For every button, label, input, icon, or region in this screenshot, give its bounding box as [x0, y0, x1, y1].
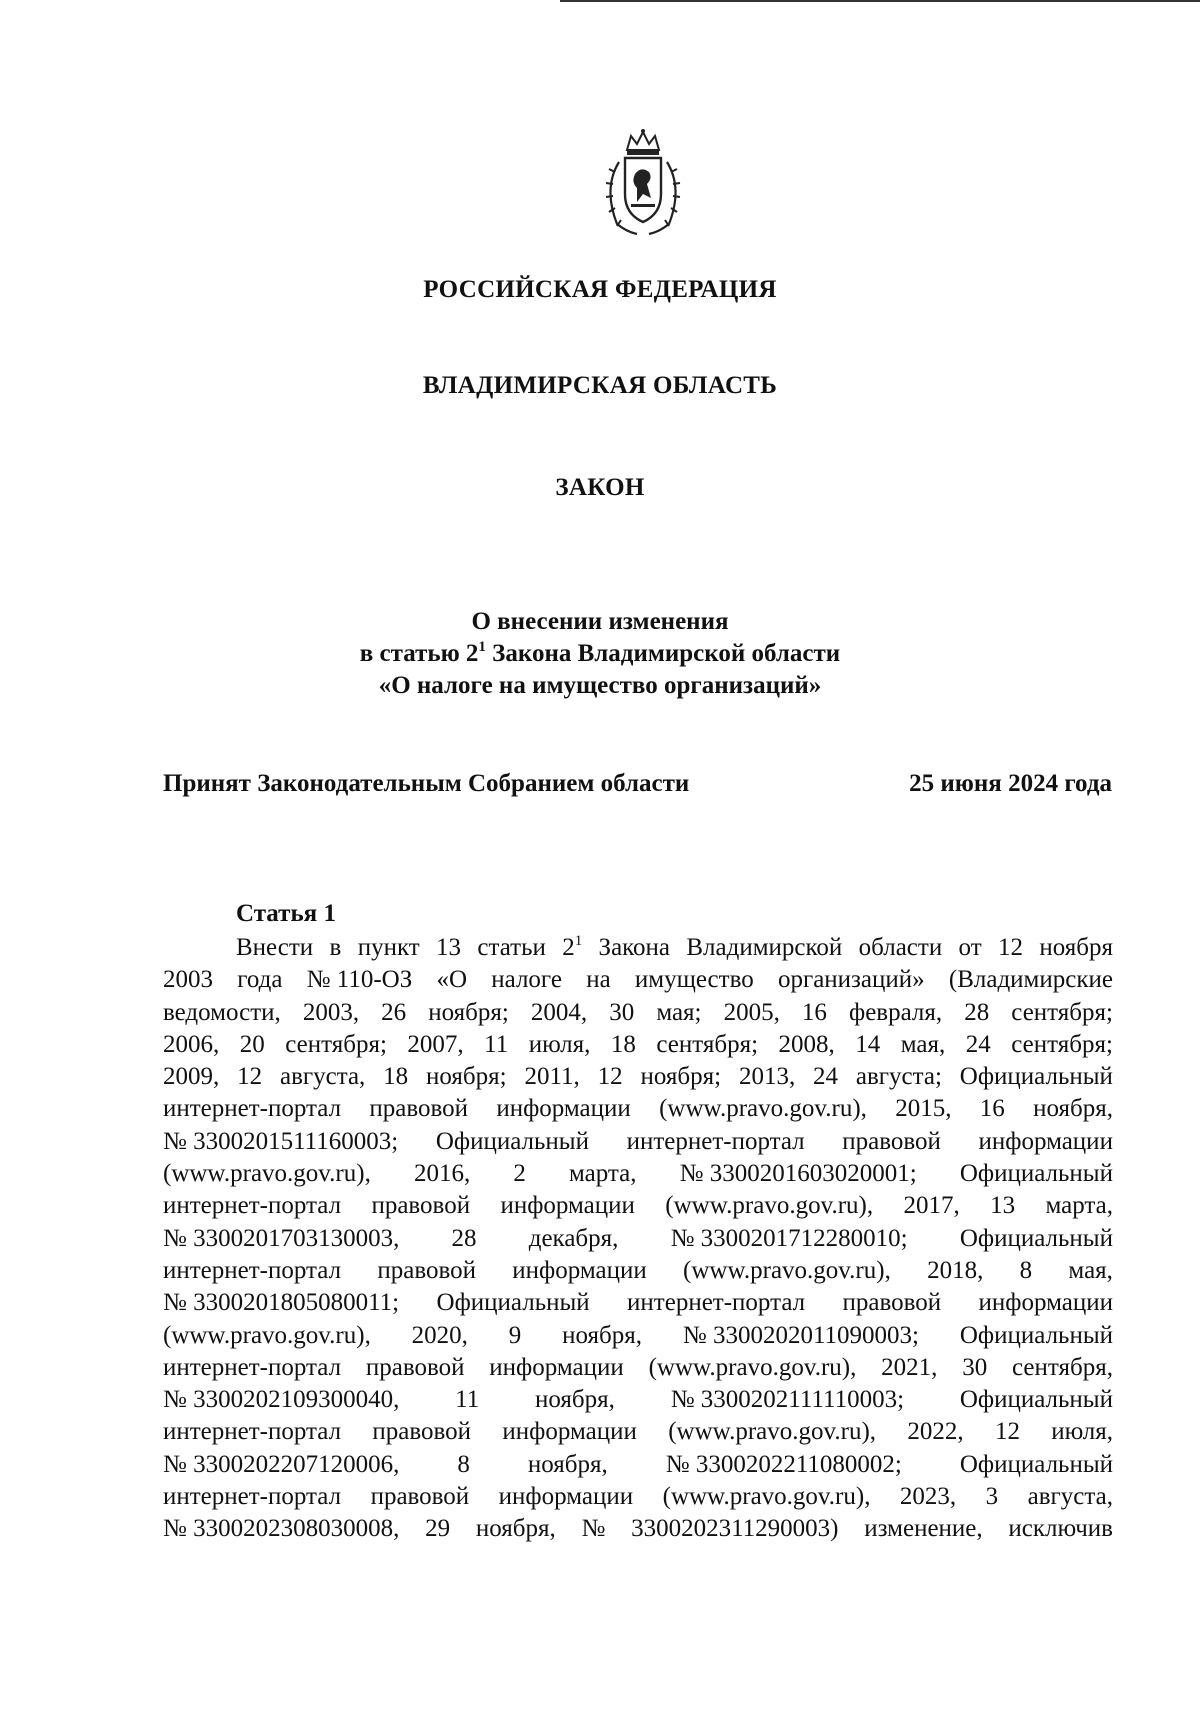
article-word: года: [237, 966, 283, 994]
article-word: интернет-портал: [163, 1483, 342, 1511]
article-word: интернет-портал: [163, 1095, 342, 1123]
article-word: 18: [610, 1030, 636, 1058]
country-heading: РОССИЙСКАЯ ФЕДЕРАЦИЯ: [423, 276, 777, 303]
article-word: Официальный: [959, 1386, 1113, 1414]
article-body-line: [163, 1190, 1113, 1222]
article-body-line: [163, 1384, 1113, 1416]
article-word: 2022,: [907, 1418, 964, 1446]
article-word: (www.pravo.gov.ru),: [648, 1353, 857, 1381]
article-word: № 3300201805080011;: [163, 1289, 400, 1317]
article-word: исключив: [1008, 1515, 1113, 1543]
article-word: (www.pravo.gov.ru),: [668, 1418, 877, 1446]
coat-of-arms-emblem: [597, 128, 689, 238]
article-word: (www.pravo.gov.ru),: [163, 1321, 371, 1349]
article-word: Внести: [236, 934, 314, 961]
article-word: ноября;: [640, 1063, 722, 1091]
article-word: июля,: [1051, 1418, 1113, 1446]
article-word: интернет-портал: [626, 1127, 805, 1155]
article-body-line: [163, 1223, 1113, 1255]
article-body-line: [163, 1093, 1113, 1125]
article-word: (www.pravo.gov.ru),: [662, 1483, 871, 1511]
article-word: «О: [436, 966, 468, 994]
article-word: декабря,: [528, 1224, 619, 1252]
article-word: 30: [609, 998, 635, 1026]
article-word: 2003,: [302, 998, 360, 1026]
article-word: организаций»: [777, 966, 925, 994]
article-word: ведомости,: [163, 998, 281, 1026]
article-word: 2023,: [899, 1483, 957, 1511]
article-word: августа,: [279, 1063, 366, 1091]
article-word: сентября;: [1011, 1030, 1113, 1058]
article-word: 13: [436, 934, 462, 961]
article-word: информации: [500, 1192, 635, 1220]
article-word: Владимирской: [686, 934, 843, 961]
article-word: № 3300202308030008,: [163, 1515, 400, 1543]
article-word: 2008,: [778, 1030, 835, 1058]
article-word: мая,: [900, 1030, 946, 1058]
article-word: 2015,: [895, 1095, 952, 1123]
article-word: 2020,: [411, 1321, 468, 1349]
article-body-line: [163, 1513, 1113, 1545]
article-word: ноября,: [527, 1450, 608, 1478]
article-word: Официальный: [959, 1224, 1113, 1252]
article-word: ноября: [1039, 934, 1113, 961]
article-word: информации: [502, 1418, 637, 1446]
article-word: февраля,: [849, 998, 943, 1026]
article-word: 11: [484, 1030, 509, 1058]
article-word: информации: [978, 1289, 1113, 1317]
article-word: интернет-портал: [163, 1192, 342, 1220]
article-word: области: [858, 934, 943, 961]
law-title-line-2: в статью $2^1$ Закона Владимирской области: [359, 639, 841, 667]
article-title: Статья 1: [236, 900, 336, 927]
article-word: июля,: [528, 1030, 591, 1058]
article-word: сентября,: [1012, 1353, 1113, 1381]
article-word: марта,: [568, 1160, 637, 1188]
region-heading: ВЛАДИМИРСКАЯ ОБЛАСТЬ: [422, 372, 778, 399]
article-word: 30: [962, 1353, 988, 1381]
article-word: 14: [855, 1030, 881, 1058]
article-word: 12: [237, 1063, 263, 1091]
article-word: 24: [965, 1030, 991, 1058]
article-word: 28: [964, 998, 990, 1026]
article-word: 28: [451, 1224, 477, 1252]
article-word: 3300202311290003): [631, 1515, 839, 1543]
article-word: мая,: [1068, 1256, 1113, 1284]
law-title-line-1: О внесении изменения: [471, 608, 729, 635]
article-word: 2016,: [413, 1160, 471, 1188]
adoption-date: 25 июня 2024 года: [909, 770, 1112, 797]
article-word: ноября,: [562, 1321, 643, 1349]
article-word: № 3300202211080002;: [665, 1450, 902, 1478]
article-word: сентября;: [285, 1030, 387, 1058]
article-word: 2021,: [881, 1353, 938, 1381]
article-word: № 3300201703130003,: [163, 1224, 400, 1252]
article-word: информации: [496, 1095, 631, 1123]
article-word: информации: [512, 1256, 647, 1284]
article-word: марта,: [1045, 1192, 1113, 1220]
article-word: 12: [994, 1418, 1020, 1446]
article-body-line: [163, 997, 1113, 1029]
article-word: Официальный: [436, 1289, 590, 1317]
law-title: [0, 606, 1200, 702]
article-word: 20: [239, 1030, 265, 1058]
article-body-line: [163, 964, 1113, 996]
article-word: ноября,: [1033, 1095, 1113, 1123]
article-word: пункт: [357, 934, 420, 961]
article-word: августа;: [855, 1063, 942, 1091]
article-word: Официальный: [959, 1321, 1113, 1349]
article-body-line: [163, 1481, 1113, 1513]
article-word: мая;: [656, 998, 702, 1026]
article-body-line: [163, 1449, 1113, 1481]
article-word: Официальный: [435, 1127, 589, 1155]
article-word: в: [329, 934, 342, 961]
article-word: (www.pravo.gov.ru),: [683, 1256, 891, 1284]
article-word: статьи: [477, 934, 546, 961]
article-word: 2004,: [530, 998, 588, 1026]
article-word: августа,: [1027, 1483, 1113, 1511]
document-type-heading: ЗАКОН: [555, 474, 645, 501]
article-word: налоге: [491, 966, 562, 994]
article-word: Официальный: [959, 1450, 1113, 1478]
article-word: 8: [1019, 1256, 1033, 1284]
article-word: № 3300202111110003;: [670, 1386, 905, 1414]
article-word: (www.pravo.gov.ru),: [659, 1095, 867, 1123]
article-word: Официальный: [959, 1063, 1113, 1091]
article-word: 12: [998, 934, 1023, 961]
article-word: на: [586, 966, 611, 994]
article-word: 24: [813, 1063, 839, 1091]
article-word: правовой: [370, 1483, 470, 1511]
article-word: 29: [425, 1515, 451, 1543]
article-word: сентября;: [656, 1030, 759, 1058]
article-word: 18: [383, 1063, 409, 1091]
article-word: 8: [457, 1450, 470, 1478]
article-word: 2017,: [903, 1192, 960, 1220]
article-word: (www.pravo.gov.ru),: [665, 1192, 874, 1220]
article-word: 26: [381, 998, 407, 1026]
article-word: изменение,: [864, 1515, 983, 1543]
article-word: ноября;: [428, 998, 509, 1026]
article-word: ноября,: [475, 1515, 556, 1543]
article-word: № 3300202109300040,: [163, 1386, 400, 1414]
article-body-line: [163, 932, 1113, 964]
article-word: 9: [508, 1321, 522, 1349]
article-word: 16: [801, 998, 827, 1026]
article-word: 12: [597, 1063, 623, 1091]
article-word: интернет-портал: [163, 1418, 342, 1446]
article-word: правовой: [369, 1095, 469, 1123]
article-body-line: [163, 1029, 1113, 1061]
article-word: от: [958, 934, 982, 961]
article-word: (Владимирские: [948, 966, 1113, 994]
article-word: 2003: [163, 966, 213, 994]
article-word: информации: [498, 1483, 634, 1511]
article-word: ноября;: [426, 1063, 507, 1091]
article-body-line: [163, 1255, 1113, 1287]
article-body-line: [163, 1287, 1113, 1319]
article-word: интернет-портал: [627, 1289, 806, 1317]
article-word: № 3300202011090003;: [682, 1321, 919, 1349]
article-word: интернет-портал: [163, 1256, 342, 1284]
article-body-line: [163, 1126, 1113, 1158]
article-word: № 110-ОЗ: [306, 966, 413, 994]
article-word: 3: [985, 1483, 999, 1511]
article-word: № 3300201511160003;: [163, 1127, 399, 1155]
article-word: Закона: [598, 934, 671, 961]
article-body-line: [163, 1158, 1113, 1190]
article-word: Официальный: [959, 1160, 1113, 1188]
article-word: 2006,: [163, 1030, 220, 1058]
article-word: 2018,: [927, 1256, 984, 1284]
article-word: 2007,: [407, 1030, 464, 1058]
article-word: правовой: [377, 1256, 476, 1284]
article-word: 16: [979, 1095, 1005, 1123]
scan-edge-line: [560, 0, 1200, 2]
article-body-line: [163, 1352, 1113, 1384]
article-word: 2: [513, 1160, 526, 1188]
article-word: № 3300201712280010;: [670, 1224, 908, 1252]
article-word: имущество: [634, 966, 754, 994]
article-word: $2^1$: [562, 933, 583, 961]
article-word: 11: [455, 1386, 480, 1414]
adoption-body: Принят Законодательным Собранием области: [163, 770, 690, 797]
article-word: (www.pravo.gov.ru),: [163, 1160, 371, 1188]
article-body-line: [163, 1061, 1113, 1093]
article-body: [163, 932, 1113, 1546]
article-word: 2011,: [524, 1063, 580, 1091]
law-title-line-3: «О налоге на имущество организаций»: [378, 672, 822, 699]
article-body-line: [163, 1320, 1113, 1352]
article-word: правовой: [371, 1192, 471, 1220]
article-word: 2009,: [163, 1063, 220, 1091]
article-word: правовой: [372, 1418, 472, 1446]
article-word: №: [581, 1515, 606, 1543]
article-word: правовой: [842, 1127, 941, 1155]
article-word: 13: [990, 1192, 1016, 1220]
article-word: 2005,: [723, 998, 780, 1026]
article-word: № 3300202207120006,: [163, 1450, 400, 1478]
article-word: правовой: [365, 1353, 465, 1381]
article-word: интернет-портал: [163, 1353, 342, 1381]
article-word: правовой: [842, 1289, 942, 1317]
article-word: 2013,: [738, 1063, 796, 1091]
article-word: сентября;: [1011, 998, 1113, 1026]
article-word: информации: [978, 1127, 1113, 1155]
article-word: информации: [489, 1353, 624, 1381]
article-body-line: [163, 1416, 1113, 1448]
article-word: № 3300201603020001;: [679, 1160, 917, 1188]
article-word: ноября,: [535, 1386, 615, 1414]
